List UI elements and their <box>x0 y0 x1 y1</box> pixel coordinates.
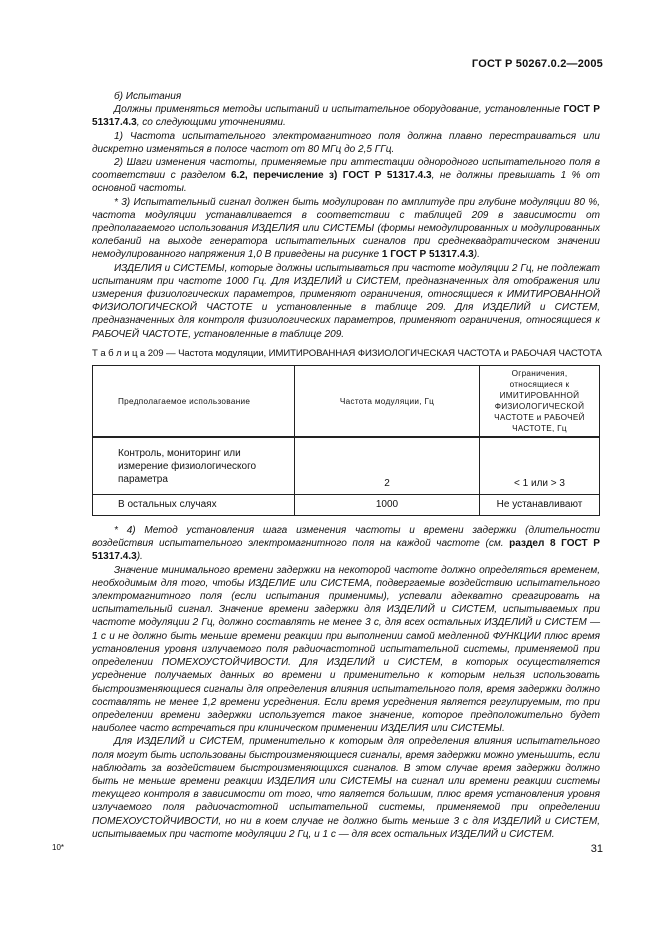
row-use: Контроль, мониторинг или измерение физиологического параметра <box>93 437 295 495</box>
row-freq: 1000 <box>295 495 480 516</box>
modulation-table <box>92 365 600 516</box>
para-1: 1) Частота испытательного электромагнитного поля должна плавно перестраиваться или дискретно изменяться в полосе частот от 80 МГц до 2,5 ГГц. <box>92 130 600 155</box>
page-content <box>92 90 600 841</box>
para-2: 2) Шаги изменения частоты, применяемые при аттестации однородного испытательного поля в соответствии с разделом 6.2, перечисление з) ГОСТ Р 51317.4.3, не должны превышать 1 % от основной частоты. <box>92 157 600 195</box>
row-use: В остальных случаях <box>93 495 295 516</box>
para-6: Значение минимального времени задержки на некоторой частоте должно определяться временем, необходимым для того, чтобы ИЗДЕЛИЕ или СИСТЕМА, подвергаемые воздействию испытательного электромагнитного поля (если испытания применимы), успевали адекватно среагировать на испытательный сигнал. Значение времени задержки для ИЗДЕЛИЙ и СИСТЕМ, испытываемых при частоте модуляции 2 Гц, должно составлять не менее 3 с, для всех остальных ИЗДЕЛИЙ и СИСТЕМ — 1 с и не должно быть меньше времени реакции при выполнении самой медленной ФУНКЦИИ плюс время установления уровня излучаемого поля радиочастотной испытательной системы, применяемой при определении ПОМЕХОУСТОЙЧИВОСТИ. Для ИЗДЕЛИЙ и СИСТЕМ, в которых осуществляется усреднение получаемых данных во времени и применительно к которым нельзя использовать быстроизменяющиеся сигналы для определения влияния испытательного поля, время задержки должно составлять не менее 1,2 времени усреднения. Если время усреднения является регулируемым, то при определении времени задержки используется такое значение, которое предположительно будет наиболее часто встречаться при клиническом применении ИЗДЕЛИЯ или СИСТЕМЫ. <box>92 564 600 735</box>
table-header-row <box>93 366 600 438</box>
table-row <box>93 437 600 495</box>
col-header-use: Предполагаемое использование <box>93 366 295 438</box>
table-row <box>93 495 600 516</box>
para-4: ИЗДЕЛИЯ и СИСТЕМЫ, которые должны испытываться при частоте модуляции 2 Гц, не подлежат испытаниям при частоте 1000 Гц. Для ИЗДЕЛИЙ и СИСТЕМ, предназначенных для отображения или измерения физиологических параметров, применяют ограничения, относящиеся к ИМИТИРОВАННОЙ ФИЗИОЛОГИЧЕСКОЙ ЧАСТОТЕ и установленные в таблице 209. Для ИЗДЕЛИЙ и СИСТЕМ, предназначенных для контроля физиологических параметров, применяют ограничения, относящиеся к РАБОЧЕЙ ЧАСТОТЕ, установленные в таблице 209. <box>92 262 600 340</box>
para-3: * 3) Испытательный сигнал должен быть модулирован по амплитуде при глубине модуляции 80 %, частота модуляции устанавливается в соответствии с таблицей 209 в зависимости от предполагаемого использования ИЗДЕЛИЯ или СИСТЕМЫ (формы немодулированных и модулированных колебаний на выходе генератора испытательных сигналов при среднеквадратическом значении немодулированного напряжения 1,0 В приведены на рисунке 1 ГОСТ Р 51317.4.3). <box>92 196 600 261</box>
page-number: 31 <box>590 843 603 855</box>
col-header-freq: Частота модуляции, Гц <box>295 366 480 438</box>
para-intro: Должны применяться методы испытаний и испытательное оборудование, установленные ГОСТ Р 51317.4.3, со следующими уточнениями. <box>92 104 600 129</box>
footer-mark: 10* <box>52 843 65 852</box>
section-b-title: б) Испытания <box>114 91 182 102</box>
table-caption: Т а б л и ц а 209 — Частота модуляции, ИМИТИРОВАННАЯ ФИЗИОЛОГИЧЕСКАЯ ЧАСТОТА и РАБОЧАЯ ЧАСТОТА <box>92 347 602 359</box>
para-5: * 4) Метод установления шага изменения частоты и времени задержки (длительности воздействия испытательного электромагнитного поля на каждой частоте (см. раздел 8 ГОСТ Р 51317.4.3). <box>92 525 601 563</box>
para-7: Для ИЗДЕЛИЙ и СИСТЕМ, применительно к которым для определения влияния испытательного поля могут быть использованы быстроизменяющиеся сигналы, время задержки можно уменьшить, если наблюдать за воздействием быстроизменяющихся сигналов. В этом случае время задержки должно быть не меньше времени реакции ИЗДЕЛИЯ или СИСТЕМЫ на сигнал или времени реакции системы текущего контроля в зависимости от того, что является большим, плюс время установления уровня излучаемого поля радиочастотной испытательной системы, применяемой при определении ПОМЕХОУСТОЙЧИВОСТИ, но ни в коем случае не должно быть меньше 3 с для ИЗДЕЛИЙ и СИСТЕМ, испытываемых при частоте модуляции 2 Гц, и 1 с — для всех остальных ИЗДЕЛИЙ и СИСТЕМ. <box>92 736 600 840</box>
document-code: ГОСТ Р 50267.0.2—2005 <box>471 58 603 70</box>
row-limit: < 1 или > 3 <box>480 437 600 495</box>
row-freq: 2 <box>295 437 480 495</box>
col-header-limits: Ограничения, относящиеся к ИМИТИРОВАННОЙ ФИЗИОЛОГИЧЕСКОЙ ЧАСТОТЕ и РАБОЧЕЙ ЧАСТОТЕ, Гц <box>480 366 600 438</box>
row-limit: Не устанавливают <box>480 495 600 516</box>
